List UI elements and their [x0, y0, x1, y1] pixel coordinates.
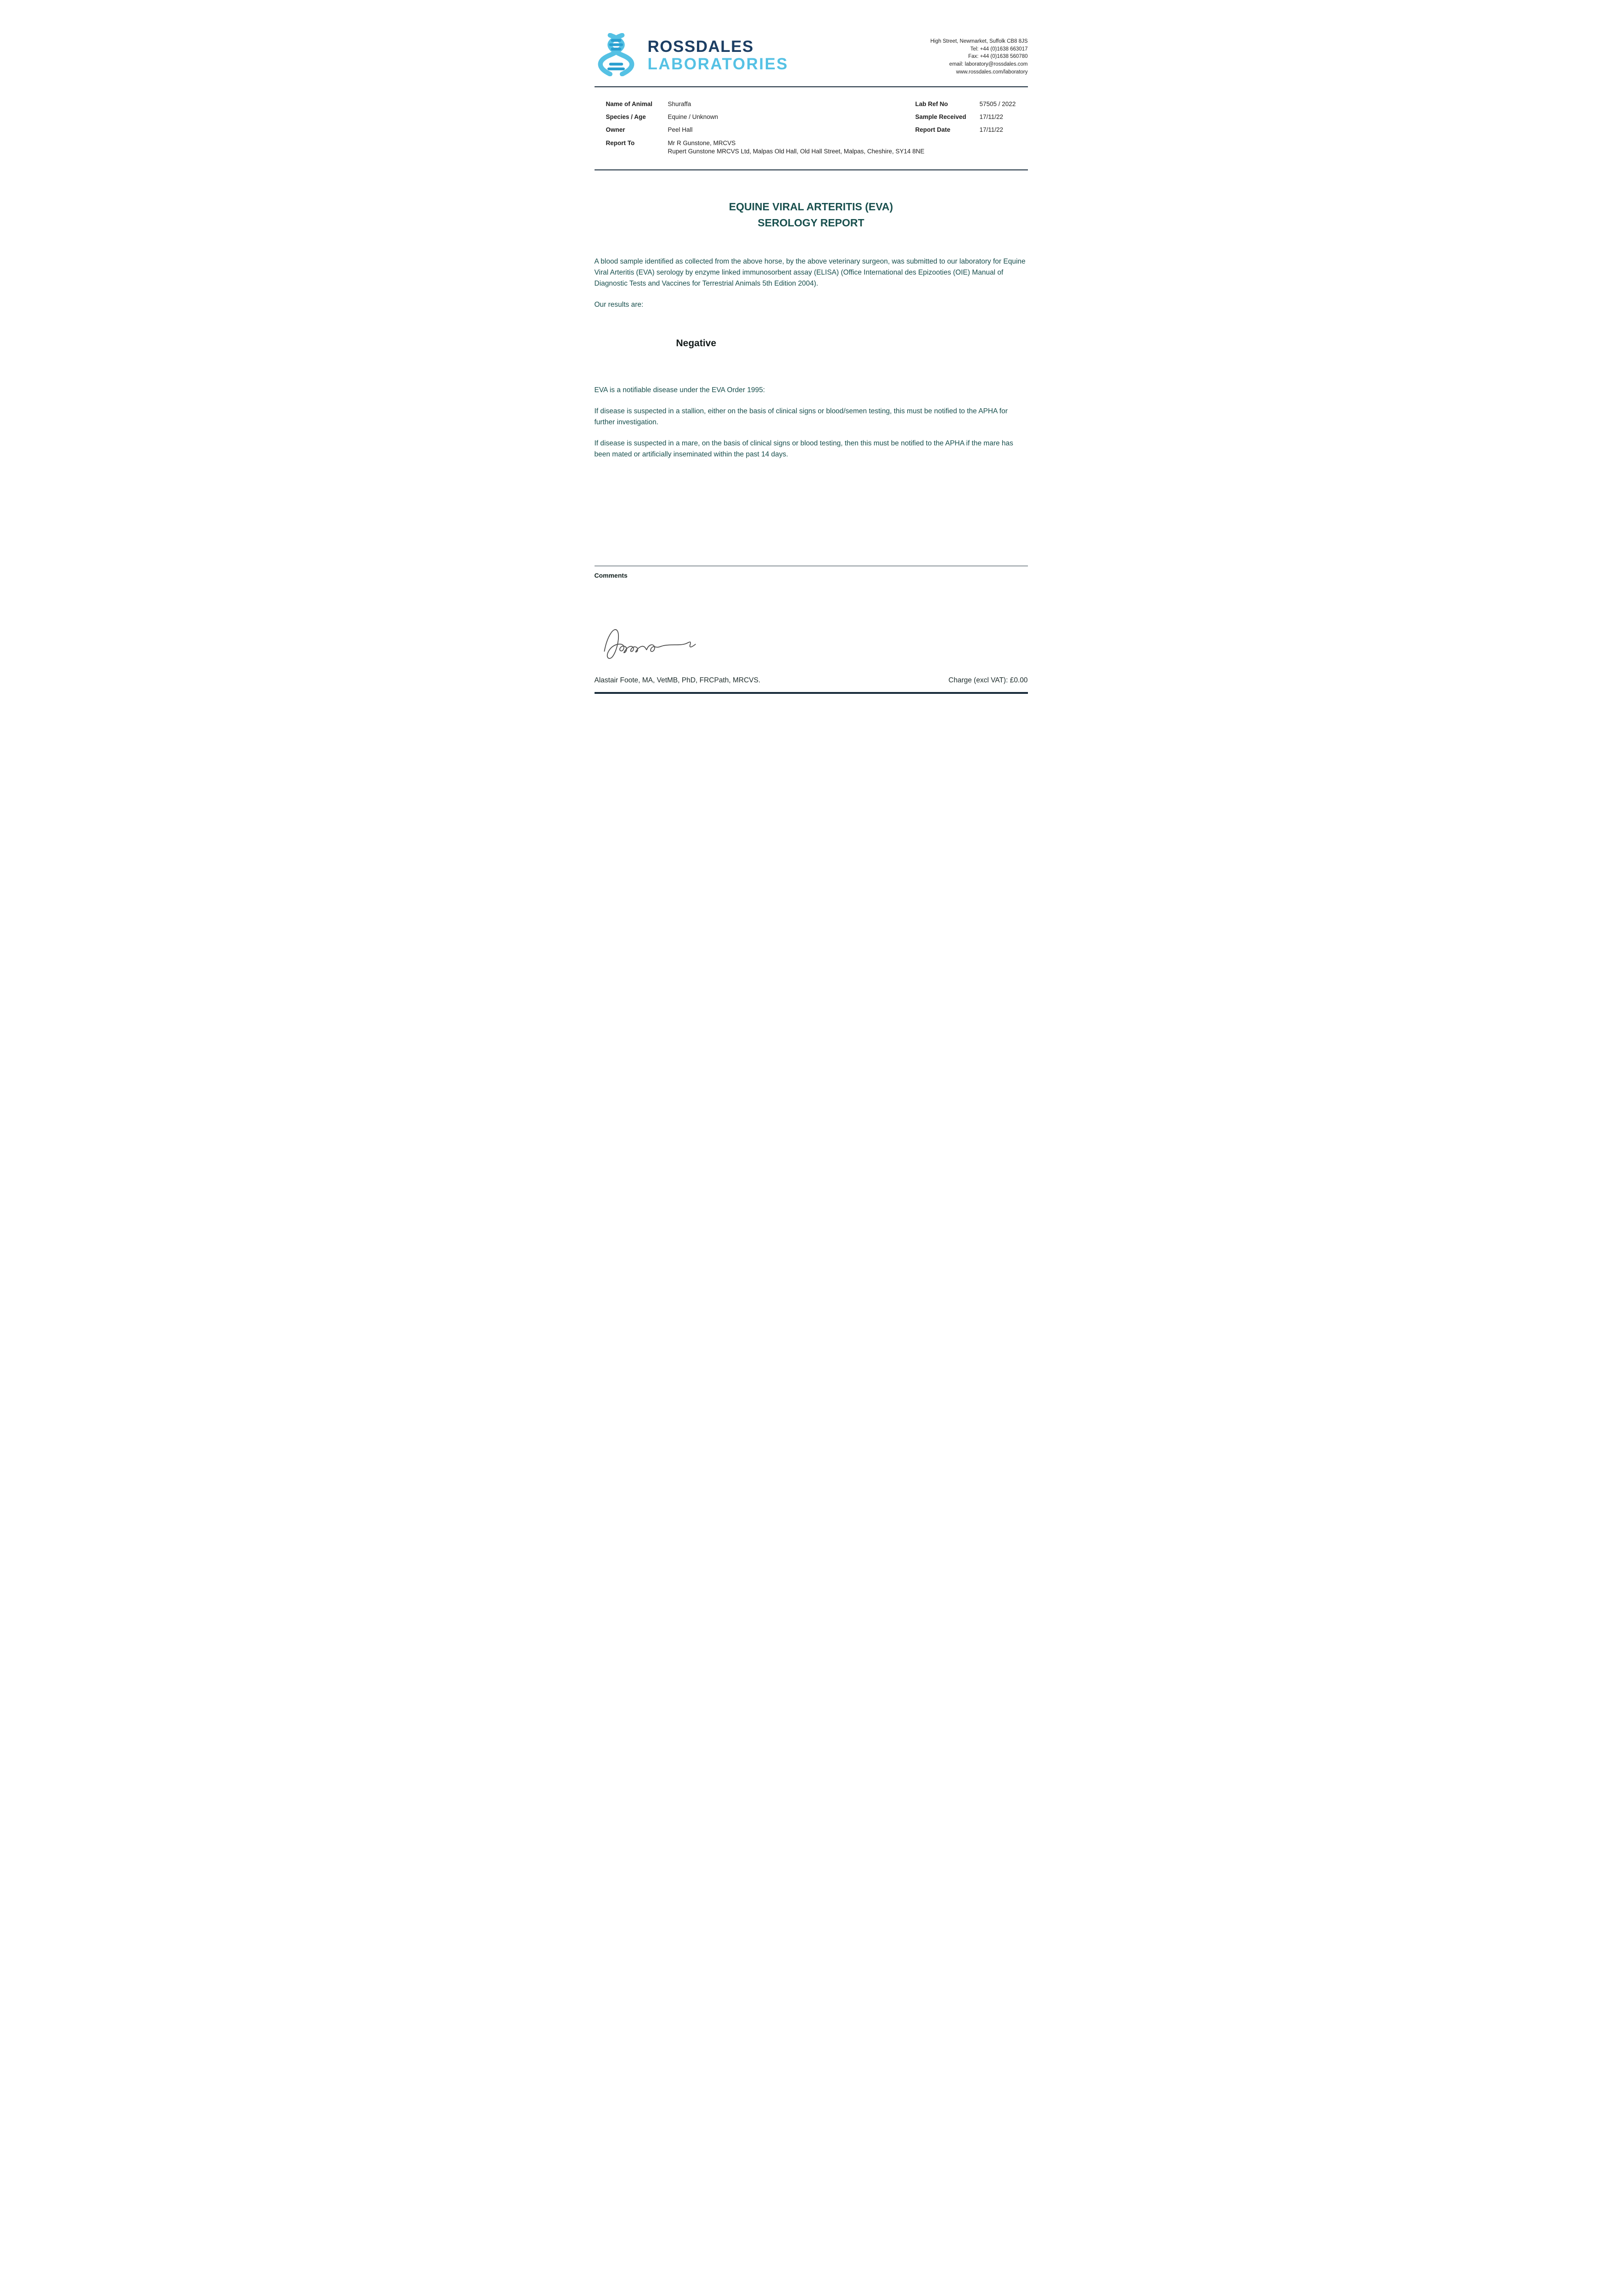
report-to-line2: Rupert Gunstone MRCVS Ltd, Malpas Old Hall, Old Hall Street, Malpas, Cheshire, SY14 8NE — [668, 147, 925, 155]
field-label-owner: Owner — [606, 126, 625, 134]
field-label-name-of-animal: Name of Animal — [606, 101, 653, 107]
report-to-line1: Mr R Gunstone, MRCVS — [668, 139, 736, 146]
contact-fax: Fax: +44 (0)1638 560780 — [968, 54, 1028, 60]
contact-website: www.rossdales.com/laboratory — [956, 69, 1028, 75]
report-page — [559, 0, 1064, 715]
brand-name: ROSSDALES — [647, 38, 754, 56]
footer-row — [595, 676, 1028, 685]
signature-image — [595, 624, 704, 664]
case-info-section — [595, 87, 1028, 169]
contact-email: email: laboratory@rossdales.com — [949, 62, 1028, 68]
brand-wordmark — [648, 36, 789, 73]
report-title-line2: SEROLOGY REPORT — [758, 216, 864, 229]
field-label-report-to: Report To — [606, 139, 635, 146]
brand-subname: LABORATORIES — [647, 55, 789, 73]
field-value-report-date: 17/11/22 — [979, 126, 1004, 134]
field-label-species-age: Species / Age — [606, 113, 646, 121]
contact-tel: Tel: +44 (0)1638 663017 — [970, 46, 1028, 52]
field-value-lab-ref-no: 57505 / 2022 — [979, 101, 1016, 107]
brand-block — [595, 33, 789, 76]
field-value-name-of-animal: Shuraffa — [668, 101, 691, 107]
field-value-sample-received: 17/11/22 — [979, 113, 1004, 121]
comments-heading: Comments — [594, 572, 628, 580]
charge-amount: Charge (excl VAT): £0.00 — [948, 676, 1028, 685]
contact-block — [931, 33, 1028, 76]
field-value-owner: Peel Hall — [668, 126, 693, 134]
signatory-name: Alastair Foote, MA, VetMB, PhD, FRCPath, MRCVS. — [594, 676, 761, 685]
report-paragraph-method: A blood sample identified as collected from the above horse, by the above veterinary surgeon, was submitted to our laboratory for Equine Viral Arteritis (EVA) serology by enzyme linked immunosorbent assay (ELISA) (Office International des Epizooties (OIE) Manual of Diagnostic Tests and Vaccines for Terrestrial Animals 5th Edition 2004). — [594, 258, 1026, 288]
letterhead — [595, 33, 1028, 76]
field-label-lab-ref-no: Lab Ref No — [915, 101, 948, 107]
report-body — [595, 199, 1028, 460]
field-label-sample-received: Sample Received — [915, 113, 966, 121]
note-notifiable-disease: EVA is a notifiable disease under the EVA Order 1995: — [594, 386, 765, 394]
field-value-species-age: Equine / Unknown — [668, 113, 718, 121]
field-value-report-to — [668, 139, 1028, 156]
result-value: Negative — [676, 338, 717, 349]
results-intro: Our results are: — [594, 301, 644, 309]
info-divider — [595, 169, 1028, 170]
report-title — [595, 199, 1028, 231]
page-bottom-rule — [595, 692, 1028, 694]
case-info-grid — [606, 100, 1028, 156]
field-label-report-date: Report Date — [915, 126, 951, 134]
dna-helix-logo-icon — [595, 33, 638, 76]
note-stallion: If disease is suspected in a stallion, either on the basis of clinical signs or blood/semen testing, this must be notified to the APHA for further investigation. — [594, 407, 1008, 427]
report-title-line1: EQUINE VIRAL ARTERITIS (EVA) — [729, 201, 893, 213]
note-mare: If disease is suspected in a mare, on the basis of clinical signs or blood testing, then this must be notified to the APHA if the mare has been mated or artificially inseminated within the past 14 days. — [594, 439, 1013, 459]
contact-address: High Street, Newmarket, Suffolk CB8 8JS — [930, 39, 1028, 44]
